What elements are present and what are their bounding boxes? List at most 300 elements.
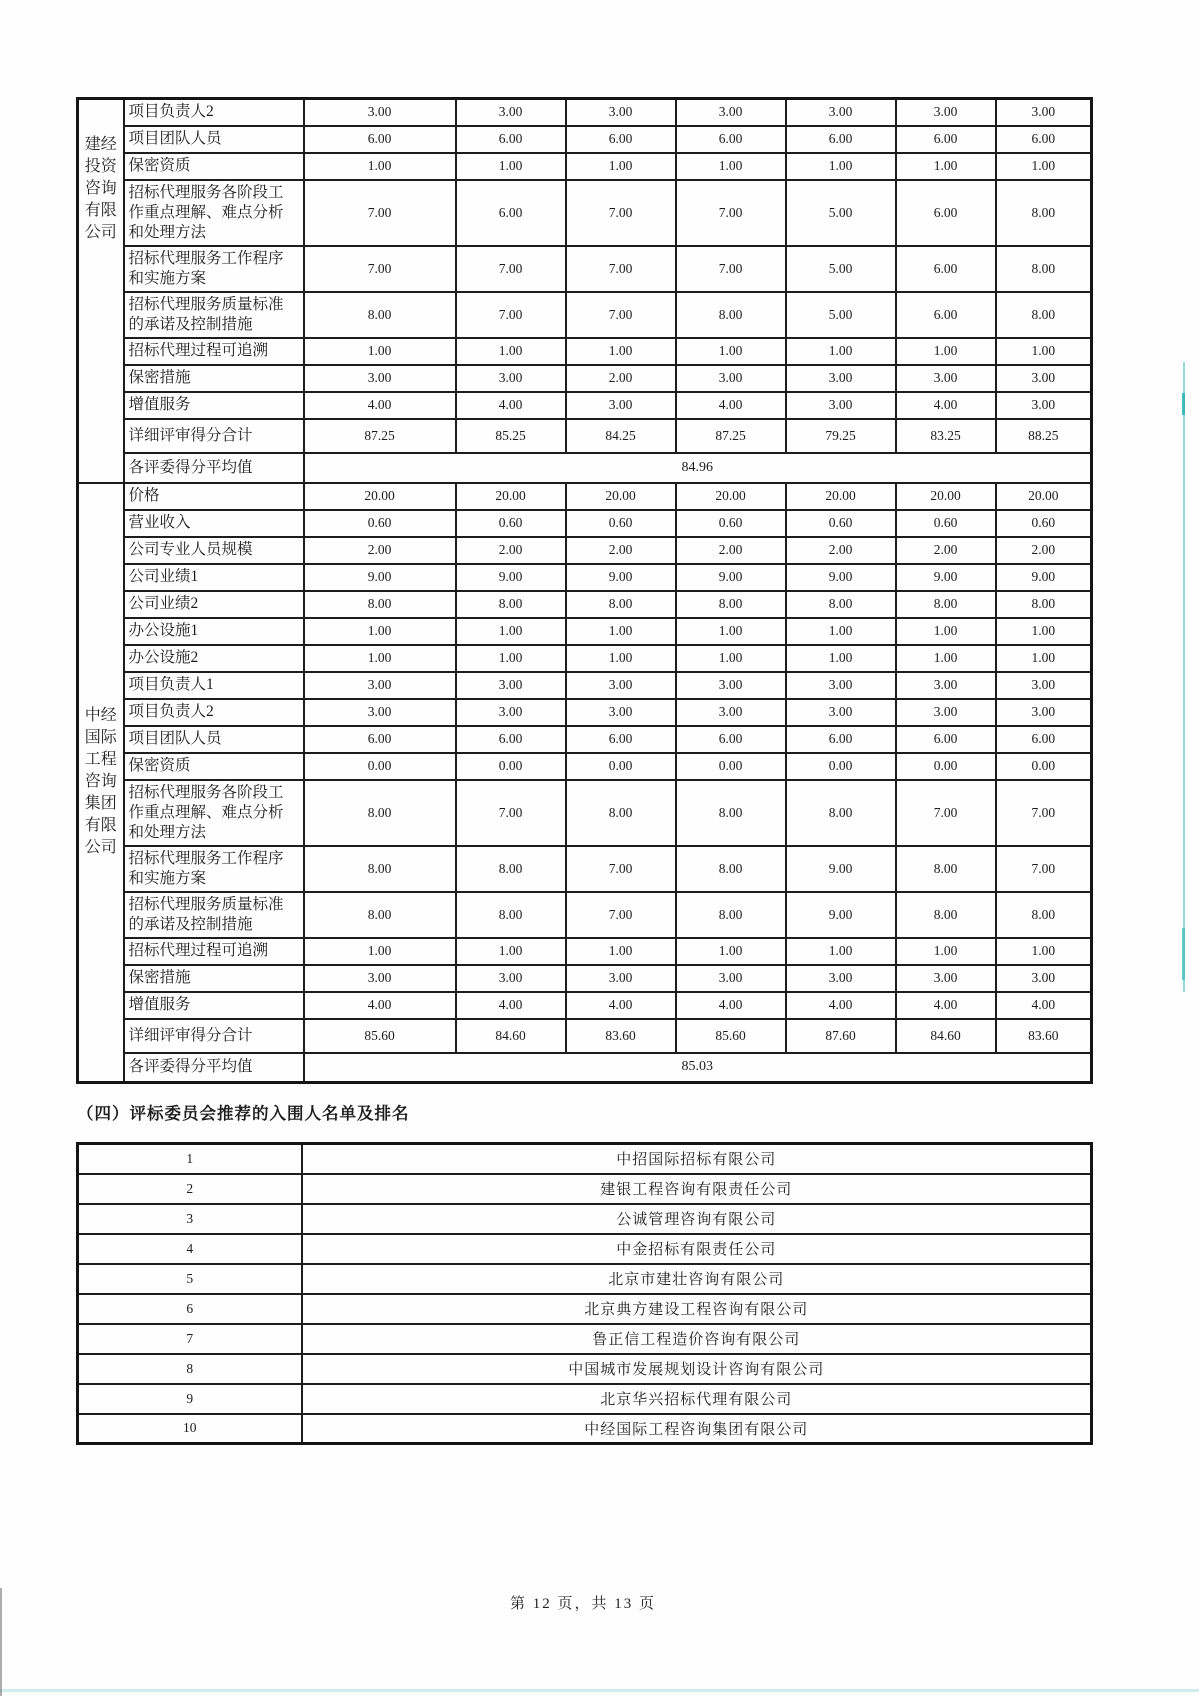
score-value: 0.00	[456, 753, 566, 780]
score-value: 0.00	[786, 753, 896, 780]
score-value: 6.00	[996, 126, 1092, 153]
score-value: 7.00	[304, 246, 456, 292]
score-value: 1.00	[566, 153, 676, 180]
company-name-line: 中经	[84, 707, 117, 725]
score-value: 1.00	[786, 645, 896, 672]
average-label: 各评委得分平均值	[124, 453, 304, 483]
score-value: 9.00	[786, 564, 896, 591]
score-value: 3.00	[996, 365, 1092, 392]
bidder-company-name: 北京华兴招标代理有限公司	[302, 1384, 1092, 1414]
criterion-label: 保密措施	[124, 965, 304, 992]
score-row	[78, 246, 1092, 292]
score-value: 9.00	[896, 564, 996, 591]
score-value: 3.00	[304, 365, 456, 392]
score-value: 1.00	[896, 938, 996, 965]
score-value: 1.00	[456, 338, 566, 365]
score-value: 1.00	[996, 153, 1092, 180]
score-row	[78, 365, 1092, 392]
criterion-label: 项目负责人1	[124, 672, 304, 699]
score-value: 2.00	[896, 537, 996, 564]
score-row	[78, 153, 1092, 180]
score-value: 3.00	[896, 99, 996, 126]
score-value: 6.00	[896, 726, 996, 753]
score-value: 1.00	[676, 153, 786, 180]
score-row	[78, 618, 1092, 645]
score-value: 20.00	[456, 483, 566, 510]
company-name-vertical	[78, 99, 124, 483]
score-value: 3.00	[996, 965, 1092, 992]
score-value: 3.00	[676, 672, 786, 699]
score-value: 2.00	[566, 365, 676, 392]
score-value: 1.00	[304, 338, 456, 365]
score-value: 6.00	[896, 126, 996, 153]
criterion-label: 项目负责人2	[124, 99, 304, 126]
score-value: 0.60	[896, 510, 996, 537]
score-value: 0.00	[896, 753, 996, 780]
score-value: 7.00	[456, 780, 566, 846]
score-value: 3.00	[996, 699, 1092, 726]
criterion-label: 招标代理服务质量标准的承诺及控制措施	[124, 292, 304, 338]
score-value: 1.00	[996, 338, 1092, 365]
criterion-label: 公司业绩2	[124, 591, 304, 618]
ranking-row	[78, 1204, 1092, 1234]
score-row	[78, 126, 1092, 153]
score-value: 3.00	[456, 99, 566, 126]
bidder-company-name: 中经国际工程咨询集团有限公司	[302, 1414, 1092, 1444]
rank-number: 5	[78, 1264, 302, 1294]
criterion-label: 项目负责人2	[124, 699, 304, 726]
company-name-vertical	[78, 483, 124, 1083]
score-value: 6.00	[896, 180, 996, 246]
score-value: 3.00	[676, 699, 786, 726]
score-value: 7.00	[996, 780, 1092, 846]
score-value: 7.00	[566, 892, 676, 938]
score-value: 6.00	[896, 292, 996, 338]
score-value: 1.00	[786, 153, 896, 180]
score-row	[78, 392, 1092, 419]
score-value: 2.00	[456, 537, 566, 564]
score-value: 20.00	[896, 483, 996, 510]
score-value: 7.00	[456, 246, 566, 292]
score-row	[78, 672, 1092, 699]
score-row	[78, 180, 1092, 246]
criterion-label: 公司专业人员规模	[124, 537, 304, 564]
score-value: 1.00	[896, 338, 996, 365]
score-value: 1.00	[566, 645, 676, 672]
score-value: 6.00	[996, 726, 1092, 753]
score-value: 1.00	[896, 618, 996, 645]
score-value: 8.00	[456, 846, 566, 892]
score-value: 4.00	[896, 392, 996, 419]
score-value: 3.00	[786, 365, 896, 392]
score-value: 4.00	[456, 992, 566, 1019]
score-value: 9.00	[996, 564, 1092, 591]
score-value: 8.00	[896, 846, 996, 892]
ranking-table	[76, 1142, 1093, 1445]
score-value: 3.00	[786, 99, 896, 126]
score-value: 8.00	[996, 180, 1092, 246]
score-value: 3.00	[676, 99, 786, 126]
score-value: 6.00	[786, 126, 896, 153]
score-value: 4.00	[676, 992, 786, 1019]
score-value: 20.00	[786, 483, 896, 510]
bidder-company-name: 中金招标有限责任公司	[302, 1234, 1092, 1264]
score-value: 3.00	[896, 965, 996, 992]
total-row	[78, 419, 1092, 453]
score-value: 1.00	[676, 618, 786, 645]
criterion-label: 招标代理服务各阶段工作重点理解、难点分析和处理方法	[124, 780, 304, 846]
bidder-company-name: 北京市建壮咨询有限公司	[302, 1264, 1092, 1294]
score-value: 88.25	[996, 419, 1092, 453]
criterion-label: 招标代理过程可追溯	[124, 938, 304, 965]
score-value: 79.25	[786, 419, 896, 453]
score-value: 3.00	[786, 672, 896, 699]
company-name-line: 建经	[84, 136, 117, 153]
score-value: 3.00	[566, 392, 676, 419]
score-row	[78, 699, 1092, 726]
score-value: 85.60	[676, 1019, 786, 1053]
score-value: 3.00	[896, 672, 996, 699]
score-value: 8.00	[996, 246, 1092, 292]
score-value: 0.00	[996, 753, 1092, 780]
score-value: 8.00	[456, 591, 566, 618]
score-value: 1.00	[896, 645, 996, 672]
score-value: 3.00	[456, 699, 566, 726]
ranking-heading: （四）评标委员会推荐的入围人名单及排名	[77, 1104, 410, 1123]
score-value: 8.00	[676, 591, 786, 618]
criterion-label: 保密资质	[124, 753, 304, 780]
bidder-company-name: 中招国际招标有限公司	[302, 1144, 1092, 1174]
score-row	[78, 510, 1092, 537]
score-value: 6.00	[304, 726, 456, 753]
score-value: 83.25	[896, 419, 996, 453]
score-value: 6.00	[304, 126, 456, 153]
score-value: 1.00	[304, 645, 456, 672]
score-row	[78, 846, 1092, 892]
score-row	[78, 753, 1092, 780]
score-value: 6.00	[566, 126, 676, 153]
score-value: 0.60	[456, 510, 566, 537]
score-value: 1.00	[566, 338, 676, 365]
score-value: 87.60	[786, 1019, 896, 1053]
score-value: 7.00	[676, 180, 786, 246]
score-value: 3.00	[786, 699, 896, 726]
average-value: 84.96	[304, 453, 1092, 483]
criterion-label: 招标代理服务质量标准的承诺及控制措施	[124, 892, 304, 938]
bidder-company-name: 鲁正信工程造价咨询有限公司	[302, 1324, 1092, 1354]
score-row	[78, 99, 1092, 126]
score-value: 0.00	[566, 753, 676, 780]
score-value: 1.00	[566, 618, 676, 645]
score-row	[78, 938, 1092, 965]
criterion-label: 项目团队人员	[124, 126, 304, 153]
average-value: 85.03	[304, 1053, 1092, 1083]
score-value: 7.00	[996, 846, 1092, 892]
rank-number: 1	[78, 1144, 302, 1174]
company-section	[78, 99, 1092, 483]
score-value: 3.00	[566, 672, 676, 699]
score-value: 85.60	[304, 1019, 456, 1053]
criterion-label: 增值服务	[124, 992, 304, 1019]
score-value: 1.00	[996, 645, 1092, 672]
bidder-company-name: 建银工程咨询有限责任公司	[302, 1174, 1092, 1204]
score-value: 8.00	[566, 780, 676, 846]
criterion-label: 营业收入	[124, 510, 304, 537]
rank-number: 3	[78, 1204, 302, 1234]
score-value: 3.00	[676, 965, 786, 992]
rank-number: 4	[78, 1234, 302, 1264]
score-value: 0.00	[676, 753, 786, 780]
score-value: 7.00	[676, 246, 786, 292]
score-value: 3.00	[896, 365, 996, 392]
score-row	[78, 965, 1092, 992]
score-value: 8.00	[304, 846, 456, 892]
rank-number: 7	[78, 1324, 302, 1354]
criterion-label: 招标代理服务工作程序和实施方案	[124, 246, 304, 292]
total-row	[78, 1019, 1092, 1053]
score-value: 1.00	[456, 938, 566, 965]
score-value: 6.00	[676, 126, 786, 153]
score-value: 6.00	[786, 726, 896, 753]
score-value: 8.00	[786, 780, 896, 846]
criterion-label: 办公设施2	[124, 645, 304, 672]
score-value: 0.60	[786, 510, 896, 537]
score-value: 0.60	[676, 510, 786, 537]
score-row	[78, 483, 1092, 510]
document-page	[76, 97, 1090, 1445]
score-value: 3.00	[896, 699, 996, 726]
criterion-label: 项目团队人员	[124, 726, 304, 753]
ranking-body	[78, 1144, 1092, 1444]
ranking-row	[78, 1324, 1092, 1354]
score-value: 1.00	[896, 153, 996, 180]
company-name-line: 有限	[84, 202, 117, 219]
score-value: 7.00	[566, 292, 676, 338]
score-value: 1.00	[304, 153, 456, 180]
score-value: 1.00	[676, 645, 786, 672]
score-value: 8.00	[996, 892, 1092, 938]
score-value: 2.00	[786, 537, 896, 564]
score-value: 1.00	[786, 938, 896, 965]
score-value: 9.00	[676, 564, 786, 591]
score-value: 8.00	[676, 846, 786, 892]
score-value: 3.00	[304, 672, 456, 699]
bidder-company-name: 公诚管理咨询有限公司	[302, 1204, 1092, 1234]
score-value: 20.00	[996, 483, 1092, 510]
score-value: 3.00	[304, 965, 456, 992]
scan-artifact-vertical-line	[1183, 362, 1185, 992]
score-value: 87.25	[304, 419, 456, 453]
score-value: 2.00	[566, 537, 676, 564]
score-value: 3.00	[996, 99, 1092, 126]
score-value: 7.00	[566, 846, 676, 892]
score-value: 8.00	[676, 780, 786, 846]
score-value: 84.25	[566, 419, 676, 453]
score-value: 2.00	[304, 537, 456, 564]
score-value: 20.00	[304, 483, 456, 510]
rank-number: 10	[78, 1414, 302, 1444]
score-row	[78, 292, 1092, 338]
score-value: 84.60	[896, 1019, 996, 1053]
average-row	[78, 1053, 1092, 1083]
score-value: 9.00	[786, 846, 896, 892]
criterion-label: 价格	[124, 483, 304, 510]
ranking-row	[78, 1264, 1092, 1294]
score-value: 0.00	[304, 753, 456, 780]
company-name-line: 咨询	[84, 773, 117, 791]
score-row	[78, 726, 1092, 753]
score-value: 8.00	[304, 892, 456, 938]
score-value: 8.00	[676, 892, 786, 938]
score-value: 8.00	[304, 780, 456, 846]
score-value: 3.00	[996, 392, 1092, 419]
score-value: 7.00	[566, 180, 676, 246]
score-value: 85.25	[456, 419, 566, 453]
rank-number: 6	[78, 1294, 302, 1324]
score-value: 6.00	[456, 726, 566, 753]
score-row	[78, 645, 1092, 672]
score-value: 3.00	[566, 99, 676, 126]
score-value: 9.00	[566, 564, 676, 591]
score-value: 3.00	[456, 672, 566, 699]
average-row	[78, 453, 1092, 483]
company-name-line: 公司	[84, 839, 117, 857]
ranking-row	[78, 1414, 1092, 1444]
company-name-line: 工程	[84, 751, 117, 769]
criterion-label: 公司业绩1	[124, 564, 304, 591]
page-footer: 第 12 页，共 13 页	[509, 1596, 656, 1612]
score-value: 6.00	[896, 246, 996, 292]
score-value: 3.00	[304, 99, 456, 126]
ranking-row	[78, 1234, 1092, 1264]
score-value: 1.00	[456, 153, 566, 180]
score-value: 6.00	[456, 126, 566, 153]
score-value: 87.25	[676, 419, 786, 453]
criterion-label: 保密资质	[124, 153, 304, 180]
score-value: 4.00	[996, 992, 1092, 1019]
score-value: 5.00	[786, 292, 896, 338]
score-row	[78, 892, 1092, 938]
score-value: 1.00	[456, 618, 566, 645]
score-value: 0.60	[996, 510, 1092, 537]
score-row	[78, 591, 1092, 618]
score-value: 8.00	[896, 591, 996, 618]
score-value: 8.00	[786, 591, 896, 618]
score-value: 8.00	[676, 292, 786, 338]
score-row	[78, 338, 1092, 365]
score-value: 1.00	[786, 618, 896, 645]
criterion-label: 招标代理服务各阶段工作重点理解、难点分析和处理方法	[124, 180, 304, 246]
score-value: 5.00	[786, 246, 896, 292]
scores-table	[76, 97, 1093, 1084]
score-value: 3.00	[786, 392, 896, 419]
score-value: 7.00	[896, 780, 996, 846]
ranking-row	[78, 1354, 1092, 1384]
score-value: 1.00	[996, 618, 1092, 645]
ranking-row	[78, 1294, 1092, 1324]
rank-number: 2	[78, 1174, 302, 1204]
scan-artifact-dash	[1182, 928, 1185, 980]
score-value: 1.00	[304, 938, 456, 965]
criterion-label: 增值服务	[124, 392, 304, 419]
score-value: 4.00	[304, 392, 456, 419]
score-value: 9.00	[304, 564, 456, 591]
score-value: 83.60	[566, 1019, 676, 1053]
score-value: 9.00	[456, 564, 566, 591]
ranking-row	[78, 1384, 1092, 1414]
score-value: 8.00	[896, 892, 996, 938]
score-value: 3.00	[566, 699, 676, 726]
rank-number: 9	[78, 1384, 302, 1414]
score-value: 3.00	[676, 365, 786, 392]
score-value: 7.00	[304, 180, 456, 246]
score-value: 4.00	[304, 992, 456, 1019]
company-name-line: 公司	[84, 224, 117, 241]
criterion-label: 保密措施	[124, 365, 304, 392]
score-value: 4.00	[456, 392, 566, 419]
score-value: 0.60	[566, 510, 676, 537]
score-value: 9.00	[786, 892, 896, 938]
company-name-line: 咨询	[84, 180, 117, 197]
score-value: 8.00	[304, 292, 456, 338]
score-value: 2.00	[996, 537, 1092, 564]
company-section	[78, 483, 1092, 1083]
score-value: 7.00	[566, 246, 676, 292]
score-value: 6.00	[566, 726, 676, 753]
score-value: 3.00	[996, 672, 1092, 699]
score-row	[78, 780, 1092, 846]
score-value: 20.00	[566, 483, 676, 510]
score-value: 4.00	[896, 992, 996, 1019]
score-value: 1.00	[456, 645, 566, 672]
score-value: 3.00	[786, 965, 896, 992]
score-value: 1.00	[304, 618, 456, 645]
bidder-company-name: 北京典方建设工程咨询有限公司	[302, 1294, 1092, 1324]
criterion-label: 详细评审得分合计	[124, 1019, 304, 1053]
score-value: 8.00	[304, 591, 456, 618]
score-value: 4.00	[676, 392, 786, 419]
score-row	[78, 537, 1092, 564]
score-row	[78, 992, 1092, 1019]
rank-number: 8	[78, 1354, 302, 1384]
score-value: 3.00	[456, 365, 566, 392]
ranking-row	[78, 1144, 1092, 1174]
company-name-line: 国际	[84, 729, 117, 747]
scan-artifact-dash	[1182, 393, 1185, 415]
score-value: 8.00	[996, 292, 1092, 338]
criterion-label: 招标代理过程可追溯	[124, 338, 304, 365]
criterion-label: 招标代理服务工作程序和实施方案	[124, 846, 304, 892]
scan-artifact-bottom-line	[0, 1689, 1199, 1692]
criterion-label: 办公设施1	[124, 618, 304, 645]
ranking-row	[78, 1174, 1092, 1204]
score-value: 0.60	[304, 510, 456, 537]
average-label: 各评委得分平均值	[124, 1053, 304, 1083]
score-value: 1.00	[996, 938, 1092, 965]
score-value: 8.00	[566, 591, 676, 618]
score-value: 7.00	[456, 292, 566, 338]
score-value: 84.60	[456, 1019, 566, 1053]
score-value: 1.00	[676, 938, 786, 965]
criterion-label: 详细评审得分合计	[124, 419, 304, 453]
score-value: 83.60	[996, 1019, 1092, 1053]
score-value: 2.00	[676, 537, 786, 564]
score-value: 3.00	[456, 965, 566, 992]
scan-artifact-left-edge	[0, 1588, 2, 1696]
score-value: 3.00	[566, 965, 676, 992]
company-name-line: 投资	[84, 158, 117, 175]
score-value: 1.00	[676, 338, 786, 365]
